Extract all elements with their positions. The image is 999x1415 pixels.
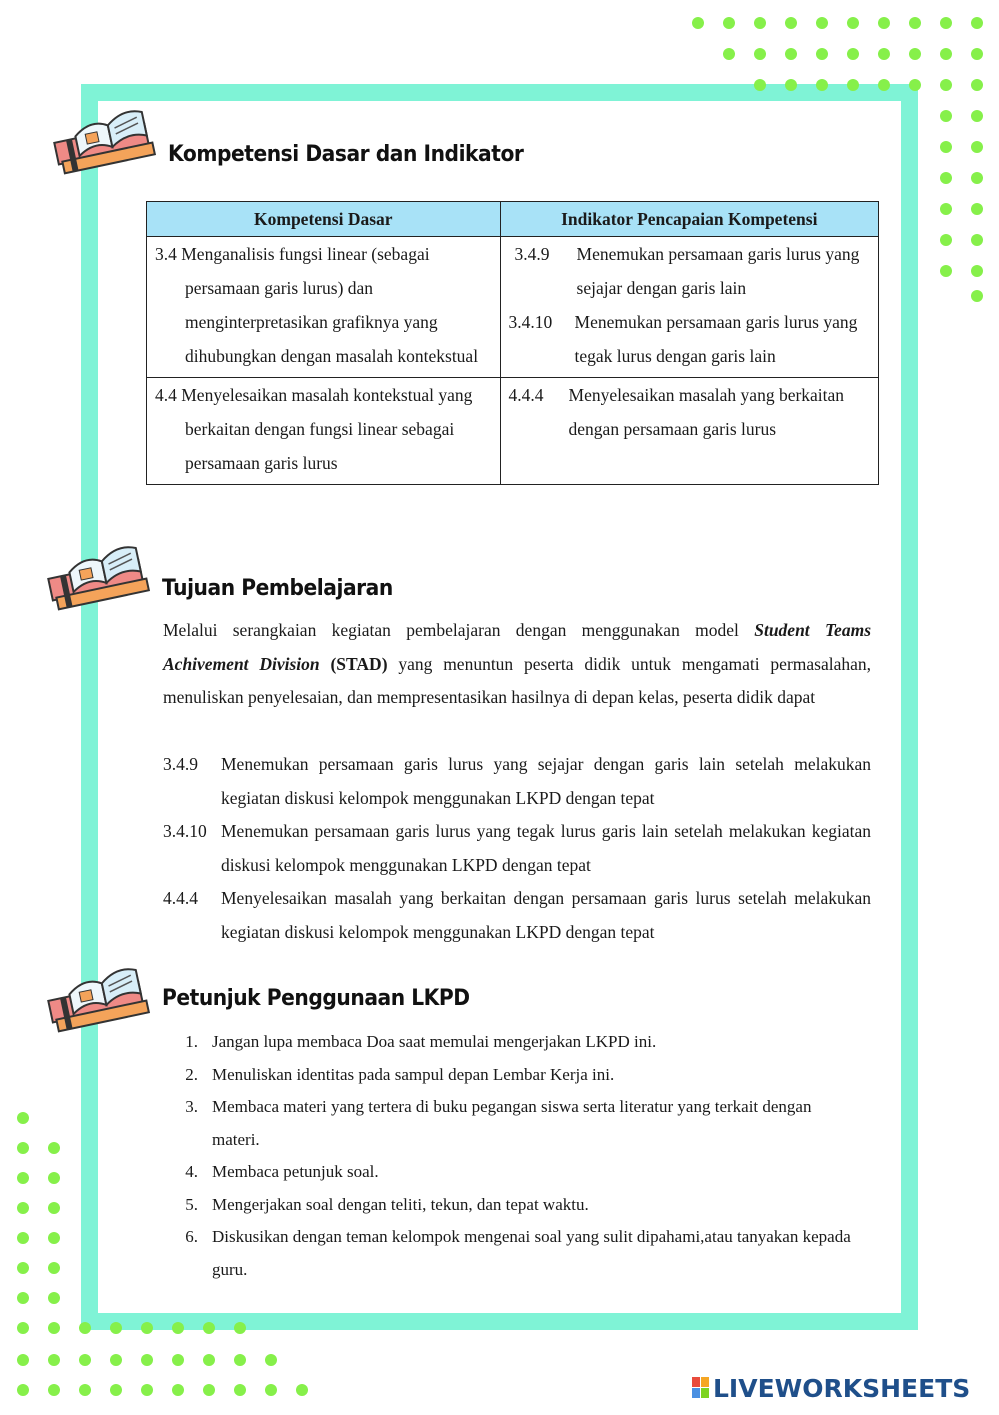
indicator-text: Menyelesaikan masalah yang berkaitan dengan persamaan garis lurus — [568, 385, 845, 439]
decorative-dot — [847, 79, 859, 91]
decorative-dot — [79, 1354, 91, 1366]
decorative-dot — [172, 1322, 184, 1334]
book-icon — [40, 944, 160, 1036]
decorative-dot — [971, 48, 983, 60]
column-header-indikator: Indikator Pencapaian Kompetensi — [500, 202, 878, 237]
decorative-dot — [48, 1292, 60, 1304]
list-item — [163, 1026, 863, 1059]
decorative-dot — [141, 1354, 153, 1366]
decorative-dot — [785, 48, 797, 60]
item-text: Mengerjakan soal dengan teliti, tekun, dan tepat waktu. — [212, 1194, 589, 1214]
decorative-dot — [265, 1354, 277, 1366]
decorative-dot — [940, 172, 952, 184]
kd-text: Menganalisis fungsi linear (sebagai persamaan garis lurus) dan menginterpretasikan grafiknya yang dihubungkan dengan masalah kontekstual — [181, 244, 479, 366]
decorative-dot — [17, 1142, 29, 1154]
item-text: Diskusikan dengan teman kelompok mengenai soal yang sulit dipahami,atau tanyakan kepada guru. — [212, 1227, 851, 1279]
decorative-dot — [172, 1384, 184, 1396]
item-number: 3. — [185, 1097, 198, 1116]
indicator-number: 4.4.4 — [508, 385, 544, 405]
decorative-dot — [110, 1384, 122, 1396]
liveworksheets-icon — [692, 1377, 710, 1399]
decorative-dot — [17, 1354, 29, 1366]
table-header-row — [147, 202, 879, 237]
decorative-dot — [909, 17, 921, 29]
decorative-dot — [971, 265, 983, 277]
list-item — [163, 815, 871, 882]
decorative-dot — [723, 17, 735, 29]
decorative-dot — [48, 1322, 60, 1334]
liveworksheets-logo[interactable] — [692, 1374, 970, 1403]
decorative-dot — [79, 1384, 91, 1396]
decorative-dot — [940, 110, 952, 122]
kd-text: Menyelesaikan masalah kontekstual yang berkaitan dengan fungsi linear sebagai persamaan garis lurus — [181, 385, 473, 473]
decorative-dot — [265, 1384, 277, 1396]
kd-number: 4.4 — [155, 385, 177, 405]
item-text: Menuliskan identitas pada sampul depan Lembar Kerja ini. — [212, 1064, 615, 1084]
decorative-dot — [878, 79, 890, 91]
decorative-dot — [110, 1354, 122, 1366]
decorative-dot — [17, 1322, 29, 1334]
decorative-dot — [17, 1202, 29, 1214]
indicator-number: 3.4.9 — [514, 244, 550, 264]
kd-number: 3.4 — [155, 244, 177, 264]
book-icon — [40, 522, 160, 614]
item-number: 4.4.4 — [163, 888, 198, 908]
column-header-kompetensi-dasar: Kompetensi Dasar — [147, 202, 501, 237]
decorative-dot — [847, 17, 859, 29]
decorative-dot — [971, 203, 983, 215]
decorative-dot — [785, 79, 797, 91]
list-item — [163, 1221, 863, 1286]
book-icon — [46, 86, 166, 178]
list-item — [163, 1156, 863, 1189]
watermark-text: LIVEWORKSHEETS — [713, 1374, 971, 1403]
decorative-dot — [971, 17, 983, 29]
list-item — [163, 748, 871, 815]
decorative-dot — [971, 141, 983, 153]
table-row — [147, 378, 879, 485]
decorative-dot — [48, 1202, 60, 1214]
item-text: Membaca petunjuk soal. — [212, 1162, 379, 1181]
decorative-dot — [878, 17, 890, 29]
decorative-dot — [971, 79, 983, 91]
item-number: 3.4.9 — [163, 754, 198, 774]
decorative-dot — [723, 48, 735, 60]
decorative-dot — [940, 265, 952, 277]
decorative-dot — [17, 1292, 29, 1304]
model-abbr: (STAD) — [330, 653, 388, 674]
kd-cell — [147, 378, 501, 485]
decorative-dot — [878, 48, 890, 60]
decorative-dot — [909, 79, 921, 91]
decorative-dot — [141, 1384, 153, 1396]
list-item — [163, 1189, 863, 1222]
decorative-dot — [847, 48, 859, 60]
decorative-dot — [816, 48, 828, 60]
decorative-dot — [79, 1322, 91, 1334]
indicator-number: 3.4.10 — [508, 312, 553, 332]
decorative-dot — [940, 141, 952, 153]
table-row — [147, 237, 879, 378]
decorative-dot — [234, 1354, 246, 1366]
item-number: 4. — [185, 1162, 198, 1181]
decorative-dot — [971, 234, 983, 246]
decorative-dot — [172, 1354, 184, 1366]
decorative-dot — [17, 1384, 29, 1396]
decorative-dot — [296, 1384, 308, 1396]
decorative-dot — [48, 1354, 60, 1366]
decorative-dot — [48, 1384, 60, 1396]
decorative-dot — [48, 1232, 60, 1244]
tujuan-intro-cont: yang menuntun peserta didik untuk mengamati permasalahan, menuliskan penyelesaian, dan mempresentasikan hasilnya di depan kelas, peserta didik dapat — [163, 653, 872, 707]
tujuan-paragraph — [163, 614, 871, 715]
item-text: Menyelesaikan masalah yang berkaitan dengan persamaan garis lurus setelah melakukan kegiatan diskusi kelompok menggunakan LKPD dengan tepat — [221, 888, 871, 942]
decorative-dot — [940, 203, 952, 215]
decorative-dot — [971, 110, 983, 122]
decorative-dot — [816, 17, 828, 29]
decorative-dot — [234, 1384, 246, 1396]
item-text: Membaca materi yang tertera di buku pegangan siswa serta literatur yang terkait dengan materi. — [212, 1097, 812, 1149]
decorative-dot — [141, 1322, 153, 1334]
indicator-cell — [500, 378, 878, 485]
item-number: 2. — [185, 1064, 198, 1084]
decorative-dot — [48, 1262, 60, 1274]
competency-table — [146, 201, 879, 485]
indicator-text: Menemukan persamaan garis lurus yang sejajar dengan garis lain — [576, 244, 860, 298]
section-title-tujuan: Tujuan Pembelajaran — [162, 576, 393, 601]
decorative-dot — [754, 79, 766, 91]
item-number: 5. — [185, 1194, 198, 1214]
decorative-dot — [816, 79, 828, 91]
item-text: Menemukan persamaan garis lurus yang sejajar dengan garis lain setelah melakukan kegiatan diskusi kelompok menggunakan LKPD dengan tepat — [221, 754, 871, 808]
decorative-dot — [110, 1322, 122, 1334]
decorative-dot — [940, 79, 952, 91]
decorative-dot — [971, 172, 983, 184]
decorative-dot — [17, 1112, 29, 1124]
decorative-dot — [940, 234, 952, 246]
tujuan-list — [163, 748, 871, 949]
decorative-dot — [909, 48, 921, 60]
decorative-dot — [203, 1384, 215, 1396]
decorative-dot — [48, 1172, 60, 1184]
item-number: 6. — [185, 1227, 198, 1246]
item-number: 3.4.10 — [163, 821, 207, 841]
decorative-dot — [48, 1142, 60, 1154]
list-item — [163, 1059, 863, 1092]
decorative-dot — [785, 17, 797, 29]
item-text: Jangan lupa membaca Doa saat memulai mengerjakan LKPD ini. — [212, 1032, 657, 1051]
decorative-dot — [971, 290, 983, 302]
list-item — [163, 882, 871, 949]
decorative-dot — [940, 48, 952, 60]
decorative-dot — [17, 1172, 29, 1184]
kd-cell — [147, 237, 501, 378]
decorative-dot — [754, 48, 766, 60]
decorative-dot — [203, 1354, 215, 1366]
decorative-dot — [17, 1232, 29, 1244]
decorative-dot — [234, 1322, 246, 1334]
model-name: Student Teams Achivement Division — [163, 620, 872, 674]
decorative-dot — [17, 1262, 29, 1274]
decorative-dot — [203, 1322, 215, 1334]
indicator-cell — [500, 237, 878, 378]
item-number: 1. — [185, 1032, 198, 1051]
section-title-petunjuk: Petunjuk Penggunaan LKPD — [162, 986, 470, 1011]
decorative-dot — [692, 17, 704, 29]
petunjuk-list — [163, 1026, 863, 1286]
decorative-dot — [940, 17, 952, 29]
item-text: Menemukan persamaan garis lurus yang tegak lurus garis lain setelah melakukan kegiatan diskusi kelompok menggunakan LKPD dengan tepat — [221, 821, 871, 875]
indicator-text: Menemukan persamaan garis lurus yang tegak lurus dengan garis lain — [574, 312, 858, 366]
list-item — [163, 1091, 863, 1156]
tujuan-intro: Melalui serangkaian kegiatan pembelajaran dengan menggunakan model — [163, 620, 755, 640]
section-title-kompetensi: Kompetensi Dasar dan Indikator — [168, 142, 524, 167]
decorative-dot — [754, 17, 766, 29]
